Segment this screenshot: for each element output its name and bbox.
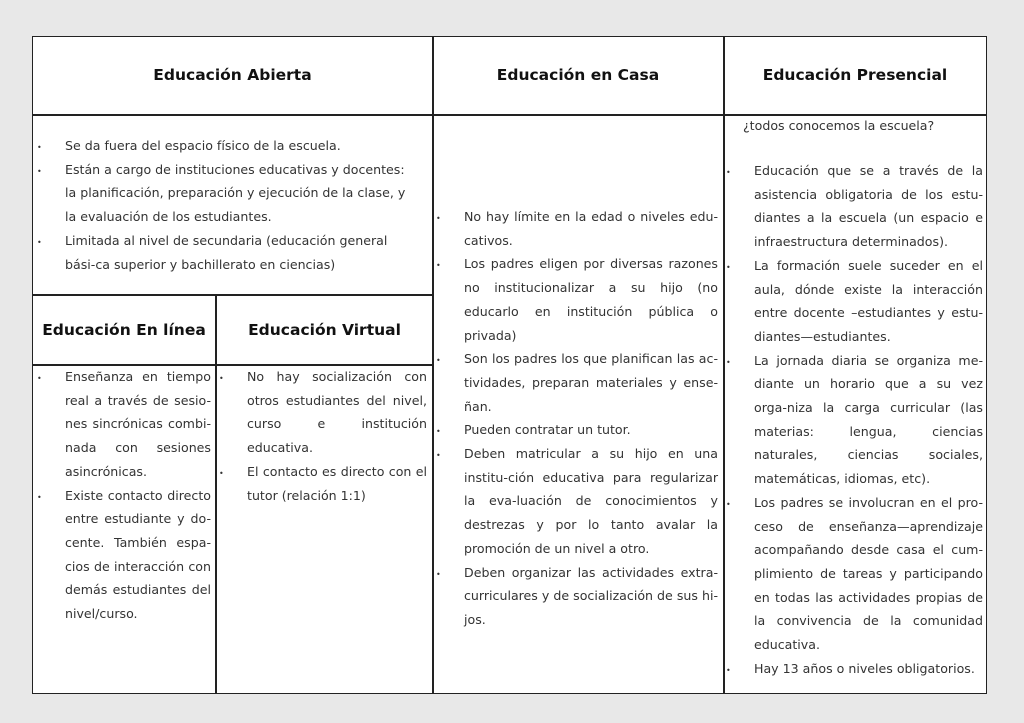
- header-educacion-virtual: Educación Virtual: [248, 321, 401, 339]
- subcolumn-divider: [215, 294, 217, 693]
- header-educacion-en-linea: Educación En línea: [42, 321, 206, 339]
- list-item: • Enseñanza en tiempo real a través de sesio-nes sincrónicas combi-nada con sesiones asincrónicas.: [37, 365, 211, 484]
- comparison-table: [32, 36, 987, 694]
- list-item: • Los padres se involucran en el pro-ceso de enseñanza—aprendizaje acompañando desde casa el cum-plimiento de tareas y participando en todas las actividades propias de la convivencia de la comunidad educativa.: [726, 491, 983, 657]
- header-educacion-abierta: Educación Abierta: [153, 66, 312, 84]
- list-item: • Se da fuera del espacio físico de la escuela.: [37, 134, 417, 158]
- presencial-intro: ¿todos conocemos la escuela?: [743, 118, 935, 133]
- list-item: • Educación que se a través de la asistencia obligatoria de los estu-diantes a la escuela (un espacio e infraestructura determinados).: [726, 159, 983, 254]
- column-divider-2: [723, 37, 725, 693]
- list-item: • Deben organizar las actividades extra-curriculares y de socialización de sus hi-jos.: [436, 561, 718, 632]
- list-item: • Deben matricular a su hijo en una institu-ción educativa para regularizar la eva-luación de conocimientos y destrezas y por lo tanto avalar la promoción de un nivel a otro.: [436, 442, 718, 561]
- virtual-list: [219, 365, 427, 507]
- list-item: • Hay 13 años o niveles obligatorios.: [726, 657, 983, 681]
- list-item: • Pueden contratar un tutor.: [436, 418, 718, 442]
- list-item: • El contacto es directo con el tutor (relación 1:1): [219, 460, 427, 507]
- casa-list: [436, 205, 718, 632]
- subtable-top-divider: [33, 294, 433, 296]
- list-item: • La formación suele suceder en el aula, dónde existe la interacción entre docente –estudiantes y estu-diantes—estudiantes.: [726, 254, 983, 349]
- en-linea-list: [37, 365, 211, 626]
- list-item: • Están a cargo de instituciones educativas y docentes: la planificación, preparación y ejecución de la clase, y la evaluación de los estudiantes.: [37, 158, 417, 229]
- list-item: • La jornada diaria se organiza me-diante un horario que a su vez orga-niza la carga curricular (las materias: lengua, ciencias naturales, ciencias sociales, matemáticas, idiomas, etc).: [726, 349, 983, 491]
- presencial-list: [726, 159, 983, 680]
- list-item: • Limitada al nivel de secundaria (educación general bási-ca superior y bachillerato en ciencias): [37, 229, 417, 276]
- header-divider: [33, 114, 986, 116]
- header-educacion-presencial: Educación Presencial: [762, 66, 948, 84]
- list-item: • Existe contacto directo entre estudiante y do-cente. También espa-cios de interacción con demás estudiantes del nivel/curso.: [37, 484, 211, 626]
- list-item: • Los padres eligen por diversas razones no institucionalizar a su hijo (no educarlo en institución pública o privada): [436, 252, 718, 347]
- abierta-list: [37, 134, 417, 276]
- list-item: • Son los padres los que planifican las ac-tividades, preparan materiales y ense-ñan.: [436, 347, 718, 418]
- list-item: • No hay socialización con otros estudiantes del nivel, curso e institución educativa.: [219, 365, 427, 460]
- header-educacion-en-casa: Educación en Casa: [496, 66, 660, 84]
- list-item: • No hay límite en la edad o niveles edu-cativos.: [436, 205, 718, 252]
